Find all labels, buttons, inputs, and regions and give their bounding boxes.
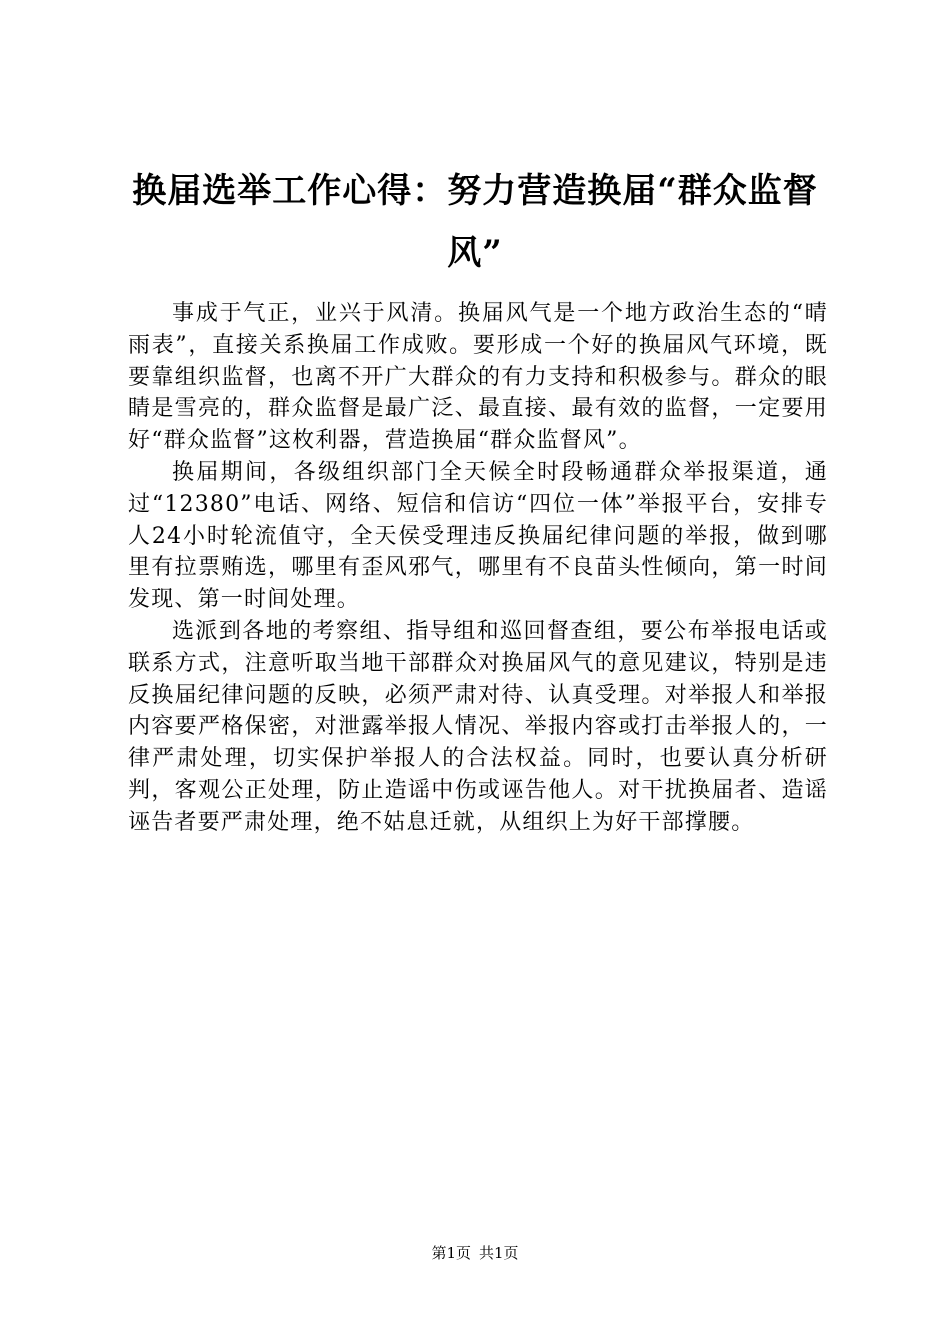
document-title: 换届选举工作心得：努力营造换届“群众监督风” [132,171,818,273]
page-footer [0,1243,950,1263]
page-total: 共1页 [479,1244,519,1262]
paragraph-2: 换届期间，各级组织部门全天候全时段畅通群众举报渠道，通过“12380”电话、网络、短信和信访“四位一体”举报平台，安排专人24小时轮流值守，全天侯受理违反换届纪律问题的举报，做到哪里有拉票贿选，哪里有歪风邪气，哪里有不良苗头性倾向，第一时间发现、第一时间处理。 [128,459,828,613]
document-body [128,298,828,839]
page-number: 第1页 [431,1244,471,1262]
paragraph-3: 选派到各地的考察组、指导组和巡回督查组，要公布举报电话或联系方式，注意听取当地干部群众对换届风气的意见建议，特别是违反换届纪律问题的反映，必须严肃对待、认真受理。对举报人和举报内容要严格保密，对泄露举报人情况、举报内容或打击举报人的，一律严肃处理，切实保护举报人的合法权益。同时，也要认真分析研判，客观公正处理，防止造谣中伤或诬告他人。对干扰换届者、造谣诬告者要严肃处理，绝不姑息迁就，从组织上为好干部撑腰。 [128,618,828,835]
paragraph-1: 事成于气正，业兴于风清。换届风气是一个地方政治生态的“晴雨表”，直接关系换届工作成败。要形成一个好的换届风气环境，既要靠组织监督，也离不开广大群众的有力支持和积极参与。群众的眼睛是雪亮的，群众监督是最广泛、最直接、最有效的监督，一定要用好“群众监督”这枚利器，营造换届“群众监督风”。 [128,301,828,454]
